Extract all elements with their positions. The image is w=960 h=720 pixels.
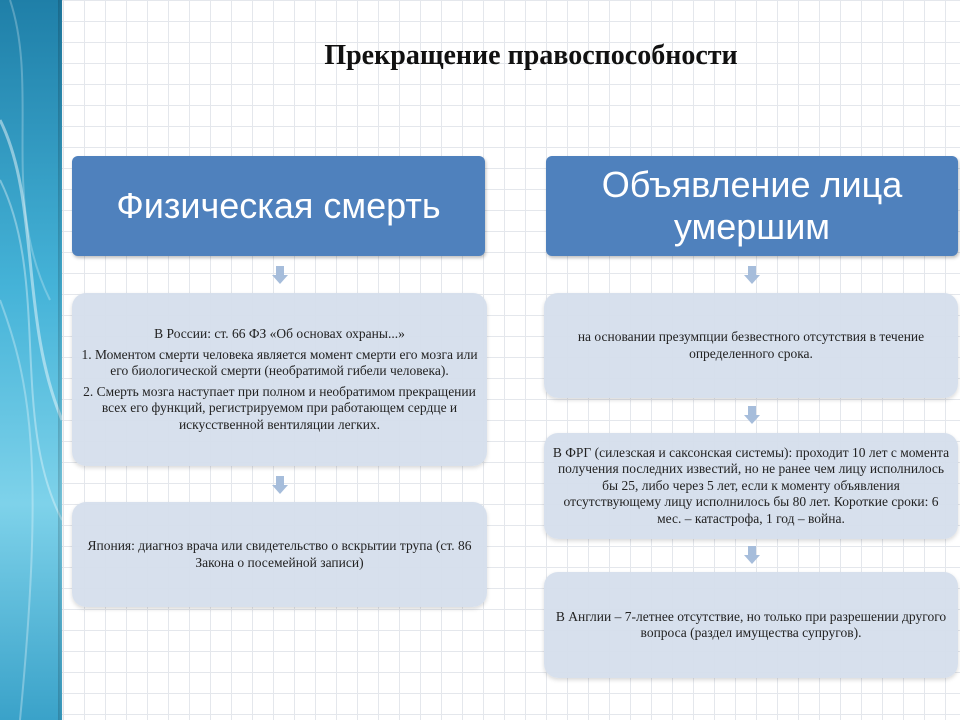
header-declaration-line-1: Объявление лица xyxy=(601,164,903,205)
japan-text: Япония: диагноз врача или свидетельство о вскрытии трупа (ст. 86 Закона о посемейной записи) xyxy=(87,538,472,570)
russia-law-point-2: 2. Смерть мозга наступает при полном и необратимом прекращении всех его функций, регистрируемом при работающем сердце и искусственной вентиляции легких. xyxy=(83,383,476,432)
box-russia-law xyxy=(72,293,487,466)
header-physical-death xyxy=(72,156,485,256)
england-text: В Англии – 7-летнее отсутствие, но только при разрешении другого вопроса (раздел имущества супругов). xyxy=(555,608,947,640)
presumption-text: на основании презумпции безвестного отсутствия в течение определенного срока. xyxy=(577,329,925,361)
side-band-shadow xyxy=(58,0,64,720)
arrow-down-icon xyxy=(272,476,288,494)
slide-title: Прекращение правоспособности xyxy=(324,40,738,71)
wave-decoration xyxy=(0,0,62,720)
header-physical-death-label: Физическая смерть xyxy=(116,185,441,226)
germany-text: В ФРГ (силезская и саксонская системы): проходит 10 лет с момента получения последних известий, но не ранее чем лицу исполнилось бы 25, либо через 5 лет, если к моменту объявления отсутствующему лицу исполнилось бы 80 лет. Короткие сроки: 6 мес. – катастрофа, 1 год – война. xyxy=(552,444,950,526)
arrow-down-icon xyxy=(744,266,760,284)
decorative-side-band xyxy=(0,0,62,720)
arrow-down-icon xyxy=(272,266,288,284)
box-england xyxy=(544,572,958,678)
russia-law-reference: В России: ст. 66 ФЗ «Об основах охраны...» xyxy=(154,326,405,341)
header-declaration-dead xyxy=(546,156,958,256)
russia-law-point-1: 1. Моментом смерти человека является момент смерти его мозга или его биологической смерти (необратимой гибели человека). xyxy=(81,346,478,378)
arrow-down-icon xyxy=(744,546,760,564)
header-declaration-line-2: умершим xyxy=(673,206,831,247)
box-japan xyxy=(72,502,487,607)
box-presumption xyxy=(544,293,958,398)
box-germany xyxy=(544,433,958,539)
arrow-down-icon xyxy=(744,406,760,424)
